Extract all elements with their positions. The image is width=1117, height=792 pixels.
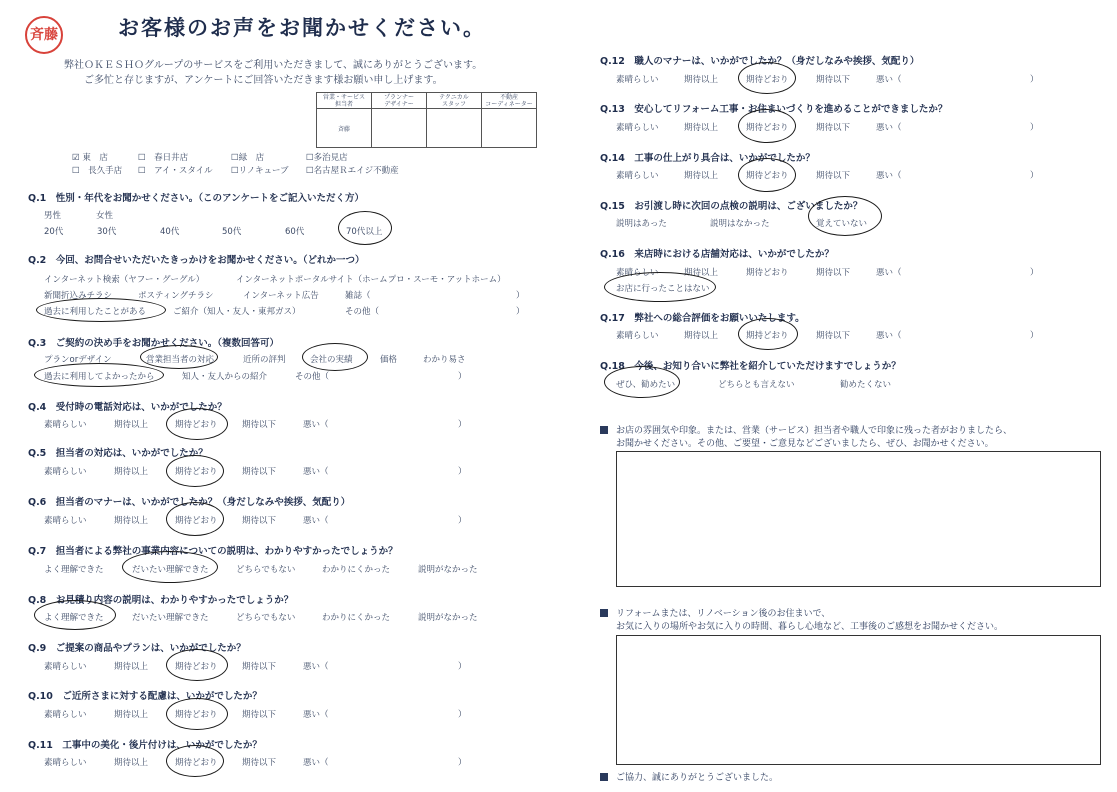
q11-bad-close: ）	[458, 758, 467, 768]
q7-option-well[interactable]: よく理解できた	[44, 565, 104, 575]
q4-option-as-expected[interactable]: 期待どおり	[175, 420, 218, 430]
thank-you-footer: ご協力、誠にありがとうございました。	[600, 770, 778, 783]
q5-option-below[interactable]: 期待以下	[242, 467, 277, 477]
staff-signature[interactable]: 斉藤	[317, 109, 372, 148]
q10-option-as-expected[interactable]: 期待どおり	[175, 710, 218, 720]
q1-option-30s[interactable]: 30代	[97, 227, 117, 237]
q12-option-excellent[interactable]: 素晴らしい	[616, 75, 659, 85]
q9-option-below[interactable]: 期待以下	[242, 662, 277, 672]
q14-title: Q.14 工事の仕上がり具合は、いかがでしたか？	[600, 153, 815, 164]
q15-option-not-explained[interactable]: 説明はなかった	[710, 219, 770, 229]
q6-answer-circle	[166, 502, 224, 536]
q7-title: Q.7 担当者による弊社の事業内容についての説明は、わかりやすかったでしょうか？	[28, 546, 398, 557]
q11-option-excellent[interactable]: 素晴らしい	[44, 758, 87, 768]
q9-option-as-expected[interactable]: 期待どおり	[175, 662, 218, 672]
q13-title: Q.13 安心してリフォーム工事・お住まいづくりを進めることができましたか？	[600, 104, 948, 115]
store-checkbox-nagoya-rage[interactable]: ☐名古屋Ｒエイジ不動産	[306, 166, 399, 176]
q3-option-acquaintance[interactable]: 知人・友人からの紹介	[182, 372, 268, 382]
q10-option-above[interactable]: 期待以上	[114, 710, 149, 720]
q16-bad-close: ）	[1030, 268, 1039, 278]
q14-option-excellent[interactable]: 素晴らしい	[616, 171, 659, 181]
q6-bad-close: ）	[458, 516, 467, 526]
page-title: お客様のお声をお聞かせください。	[118, 16, 486, 40]
q9-option-bad[interactable]: 悪い（	[303, 662, 329, 672]
q12-answer-circle	[738, 62, 796, 94]
q12-option-as-expected[interactable]: 期待どおり	[746, 75, 789, 85]
q6-option-as-expected[interactable]: 期待どおり	[175, 516, 218, 526]
comment1-prompt-line1: お店の雰囲気や印象。または、営業（サービス）担当者や職人で印象に残った者がおりましたら、	[600, 423, 1012, 436]
staff-header-sales: 営業・サービス 担当者	[317, 93, 372, 109]
q18-title: Q.18 今後、お知り合いに弊社を紹介していただけますでしょうか？	[600, 361, 901, 372]
q6-option-above[interactable]: 期待以上	[114, 516, 149, 526]
intro-line-1: 弊社ＯＫＥＳＨＯグループのサービスをご利用いただきまして、誠にありがとうございます。	[64, 60, 483, 71]
q6-option-below[interactable]: 期待以下	[242, 516, 277, 526]
q3-other-close: ）	[458, 372, 467, 382]
staff-header-technical: テクニカル スタッフ	[427, 93, 482, 109]
q8-option-well[interactable]: よく理解できた	[44, 613, 104, 623]
q14-option-as-expected[interactable]: 期待どおり	[746, 171, 789, 181]
q3-option-clarity[interactable]: わかり易さ	[423, 355, 466, 365]
q17-bad-close: ）	[1030, 331, 1039, 341]
q10-title: Q.10 ご近所さまに対する配慮は、いかがでしたか？	[28, 691, 262, 702]
q3-option-good-past[interactable]: 過去に利用してよかったから	[44, 372, 155, 382]
staff-header-planner: プランナー デザイナー	[372, 93, 427, 109]
q16-option-as-expected[interactable]: 期待どおり	[746, 268, 789, 278]
q4-option-above[interactable]: 期待以上	[114, 420, 149, 430]
q10-bad-close: ）	[458, 710, 467, 720]
store-checkbox-tajimi[interactable]: ☐多治見店	[306, 153, 348, 163]
q16-option-below[interactable]: 期待以下	[816, 268, 851, 278]
q4-answer-circle	[166, 408, 228, 440]
q16-answer-circle	[604, 272, 716, 302]
q14-option-above[interactable]: 期待以上	[684, 171, 719, 181]
q7-option-mostly[interactable]: だいたい理解できた	[132, 565, 209, 575]
staff-cell-planner[interactable]	[372, 109, 427, 148]
q8-answer-circle	[34, 600, 116, 630]
q15-option-explained[interactable]: 説明はあった	[616, 219, 667, 229]
q8-option-none[interactable]: 説明がなかった	[418, 613, 478, 623]
q8-option-mostly[interactable]: だいたい理解できた	[132, 613, 209, 623]
q3-option-other[interactable]: その他（	[295, 372, 330, 382]
q17-title: Q.17 弊社への総合評価をお願いいたします。	[600, 313, 805, 324]
q18-option-not-recommend[interactable]: 勧めたくない	[840, 380, 892, 390]
comment1-textarea[interactable]	[616, 451, 1101, 587]
q12-bad-close: ）	[1030, 75, 1039, 85]
q4-title: Q.4 受付時の電話対応は、いかがでしたか？	[28, 402, 227, 413]
staff-table	[316, 92, 537, 148]
q2-option-posting[interactable]: ポスティングチラシ	[138, 291, 214, 301]
store-checkbox-midori[interactable]: ☐緑 店	[231, 153, 265, 163]
q2-other-close: ）	[516, 307, 525, 317]
q3-answer-circle-past	[34, 363, 164, 387]
q9-option-excellent[interactable]: 素晴らしい	[44, 662, 87, 672]
q2-option-newspaper[interactable]: 新聞折込みチラシ	[44, 291, 113, 301]
q4-option-bad[interactable]: 悪い（	[303, 420, 329, 430]
store-checkbox-istyle[interactable]: ☐ アイ・スタイル	[138, 166, 213, 176]
q1-title: Q.1 性別・年代をお聞かせください。（このアンケートをご記入いただく方）	[28, 193, 364, 204]
q1-option-50s[interactable]: 50代	[222, 227, 242, 237]
comment1-prompt-line2: お聞かせください。その他、ご要望・ご意見などございましたら、ぜひ、お聞かせください。	[616, 439, 994, 449]
q2-magazine-close: ）	[516, 291, 525, 301]
q5-bad-close: ）	[458, 467, 467, 477]
q18-answer-circle	[604, 366, 680, 398]
q13-option-excellent[interactable]: 素晴らしい	[616, 123, 659, 133]
staff-cell-realestate[interactable]	[482, 109, 537, 148]
q11-option-as-expected[interactable]: 期待どおり	[175, 758, 218, 768]
q1-option-60s[interactable]: 60代	[285, 227, 305, 237]
q7-option-unclear[interactable]: わかりにくかった	[322, 565, 391, 575]
q18-option-neutral[interactable]: どちらとも言えない	[718, 380, 795, 390]
q12-option-bad[interactable]: 悪い（	[876, 75, 902, 85]
q13-option-above[interactable]: 期待以上	[684, 123, 719, 133]
q8-option-neutral[interactable]: どちらでもない	[236, 613, 296, 623]
q3-option-track-record[interactable]: 会社の実績	[310, 355, 353, 365]
q13-bad-close: ）	[1030, 123, 1039, 133]
q2-option-internet-ad[interactable]: インターネット広告	[243, 291, 319, 301]
q3-option-plan-design[interactable]: プランorデザイン	[44, 355, 112, 365]
q2-title: Q.2 今回、お問合せいただいたきっかけをお聞かせください。（どれか一つ）	[28, 255, 365, 266]
comment2-prompt-line1: リフォームまたは、リノベーション後のお住まいで、	[600, 606, 830, 619]
q17-option-bad[interactable]: 悪い（	[876, 331, 902, 341]
q12-option-below[interactable]: 期待以下	[816, 75, 851, 85]
q8-option-unclear[interactable]: わかりにくかった	[322, 613, 391, 623]
q6-option-bad[interactable]: 悪い（	[303, 516, 329, 526]
q12-option-above[interactable]: 期待以上	[684, 75, 719, 85]
q11-title: Q.11 工事中の美化・後片付けは、いかがでしたか？	[28, 740, 262, 751]
bullet-square-icon	[600, 773, 608, 781]
q2-option-portal-site[interactable]: インターネットポータルサイト（ホームプロ・スーモ・アットホーム）	[236, 275, 506, 285]
q10-option-excellent[interactable]: 素晴らしい	[44, 710, 87, 720]
q4-option-excellent[interactable]: 素晴らしい	[44, 420, 87, 430]
q11-option-below[interactable]: 期待以下	[242, 758, 277, 768]
q3-option-sales-staff[interactable]: 営業担当者の対応	[146, 355, 215, 365]
q1-option-male[interactable]: 男性	[44, 211, 62, 221]
q3-option-price[interactable]: 価格	[380, 355, 398, 365]
q10-answer-circle	[166, 698, 228, 730]
q13-option-below[interactable]: 期待以下	[816, 123, 851, 133]
q15-answer-circle	[808, 196, 882, 236]
q5-title: Q.5 担当者の対応は、いかがでしたか？	[28, 448, 208, 459]
q5-option-bad[interactable]: 悪い（	[303, 467, 329, 477]
q9-title: Q.9 ご提案の商品やプランは、いかがでしたか？	[28, 643, 246, 654]
q14-bad-close: ）	[1030, 171, 1039, 181]
q1-option-20s[interactable]: 20代	[44, 227, 64, 237]
store-checkbox-renocube[interactable]: ☐リノキューブ	[231, 166, 289, 176]
q17-answer-circle	[738, 318, 798, 350]
q15-title: Q.15 お引渡し時に次回の点検の説明は、ございましたか？	[600, 201, 863, 212]
q2-option-internet-search[interactable]: インターネット検索（ヤフー・グーグル）	[44, 275, 205, 285]
q1-answer-circle	[338, 211, 392, 245]
q9-answer-circle	[166, 649, 228, 681]
q9-bad-close: ）	[458, 662, 467, 672]
q1-option-40s[interactable]: 40代	[160, 227, 180, 237]
q14-option-bad[interactable]: 悪い（	[876, 171, 902, 181]
q1-option-70s-plus[interactable]: 70代以上	[346, 227, 383, 237]
intro-line-2: ご多忙と存じますが、アンケートにご回答いただきます様お願い申し上げます。	[84, 75, 443, 86]
staff-header-realestate: 不動産 コーディネーター	[482, 93, 537, 109]
q18-option-recommend[interactable]: ぜひ、勧めたい	[616, 380, 676, 390]
q17-option-as-expected[interactable]: 期持どおり	[746, 331, 789, 341]
q3-answer-circle-sales	[140, 345, 218, 369]
q8-title: Q.8 お見積り内容の説明は、わかりやすかったでしょうか？	[28, 595, 294, 606]
q14-option-below[interactable]: 期待以下	[816, 171, 851, 181]
q16-option-excellent[interactable]: 素晴らしい	[616, 268, 659, 278]
comment2-prompt-line2: お気に入りの場所やお気に入りの時間、暮らし心地など、工事後のご感想をお聞かせください。	[616, 622, 1004, 632]
q2-option-used-before[interactable]: 過去に利用したことがある	[44, 307, 147, 317]
q5-answer-circle	[166, 455, 224, 487]
q3-answer-circle-record	[302, 343, 368, 371]
q11-option-above[interactable]: 期待以上	[114, 758, 149, 768]
staff-cell-technical[interactable]	[427, 109, 482, 148]
q16-option-above[interactable]: 期待以上	[684, 268, 719, 278]
q11-option-bad[interactable]: 悪い（	[303, 758, 329, 768]
q12-title: Q.12 職人のマナーは、いかがでしたか？（身だしなみや挨拶、気配り）	[600, 56, 920, 67]
q16-option-never-visited[interactable]: お店に行ったことはない	[616, 284, 710, 294]
q10-option-bad[interactable]: 悪い（	[303, 710, 329, 720]
q2-option-other[interactable]: その他（	[345, 307, 380, 317]
q4-option-below[interactable]: 期待以下	[242, 420, 277, 430]
q7-option-none[interactable]: 説明がなかった	[418, 565, 478, 575]
name-seal-stamp: 斉藤	[25, 16, 63, 54]
q3-option-reputation[interactable]: 近所の評判	[243, 355, 286, 365]
q16-option-bad[interactable]: 悪い（	[876, 268, 902, 278]
comment2-textarea[interactable]	[616, 635, 1101, 765]
q2-option-referral[interactable]: ご紹介（知人・友人・東邦ガス）	[173, 307, 301, 317]
q2-option-magazine[interactable]: 雑誌（	[345, 291, 371, 301]
bullet-square-icon	[600, 609, 608, 617]
q3-title: Q.3 ご契約の決め手をお聞かせください。（複数回答可）	[28, 338, 280, 349]
bullet-square-icon	[600, 426, 608, 434]
q10-option-below[interactable]: 期待以下	[242, 710, 277, 720]
q6-title: Q.6 担当者のマナーは、いかがでしたか？（身だしなみや挨拶、気配り）	[28, 497, 351, 508]
q4-bad-close: ）	[458, 420, 467, 430]
q16-title: Q.16 来店時における店舗対応は、いかがでしたか？	[600, 249, 834, 260]
q13-option-as-expected[interactable]: 期待どおり	[746, 123, 789, 133]
q17-option-excellent[interactable]: 素晴らしい	[616, 331, 659, 341]
q6-option-excellent[interactable]: 素晴らしい	[44, 516, 87, 526]
store-checkbox-nagakute[interactable]: ☐ 長久手店	[72, 166, 123, 176]
q5-option-excellent[interactable]: 素晴らしい	[44, 467, 87, 477]
q5-option-above[interactable]: 期待以上	[114, 467, 149, 477]
q11-answer-circle	[166, 745, 224, 777]
q13-option-bad[interactable]: 悪い（	[876, 123, 902, 133]
q14-answer-circle	[738, 158, 796, 192]
q5-option-as-expected[interactable]: 期待どおり	[175, 467, 218, 477]
store-checkbox-higashi[interactable]: ☑ 東 店	[72, 153, 108, 163]
q17-option-below[interactable]: 期待以下	[816, 331, 851, 341]
q9-option-above[interactable]: 期待以上	[114, 662, 149, 672]
q15-option-dont-remember[interactable]: 覚えていない	[816, 219, 868, 229]
q2-answer-circle	[36, 298, 166, 322]
q13-answer-circle	[738, 109, 796, 143]
q7-option-neutral[interactable]: どちらでもない	[236, 565, 296, 575]
q7-answer-circle	[122, 551, 218, 583]
q1-option-female[interactable]: 女性	[96, 211, 114, 221]
store-checkbox-kasugai[interactable]: ☐ 春日井店	[138, 153, 189, 163]
q17-option-above[interactable]: 期待以上	[684, 331, 719, 341]
